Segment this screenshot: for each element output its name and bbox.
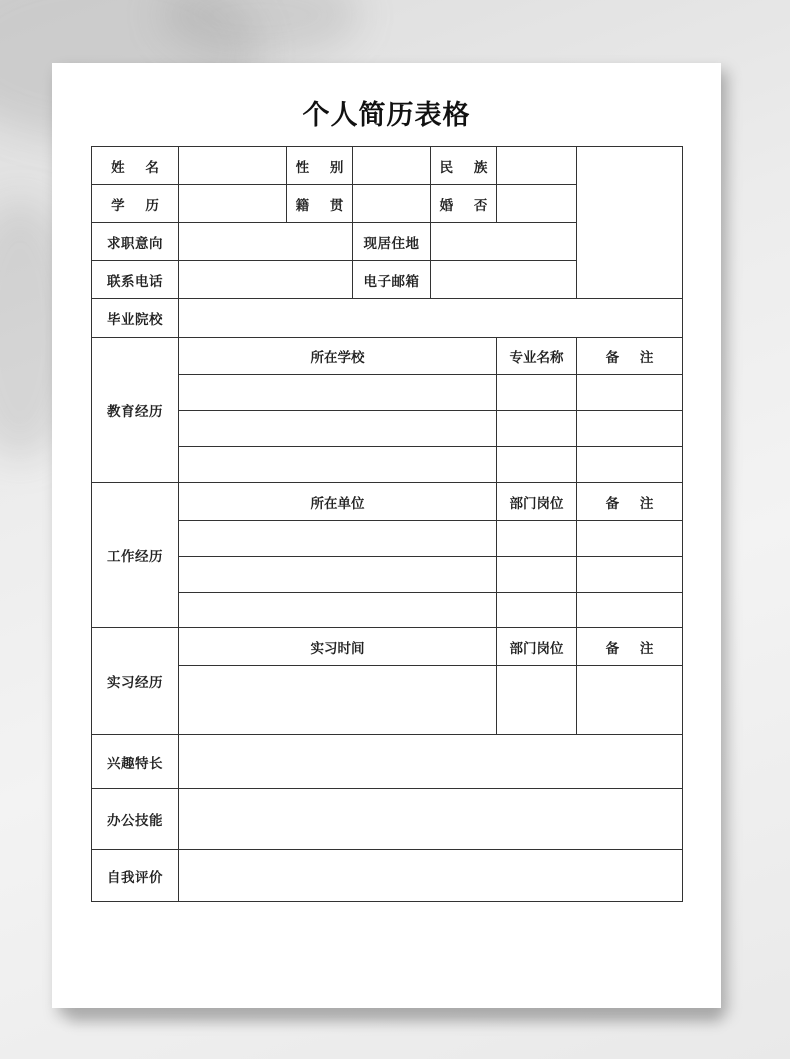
- internship-time-cell[interactable]: [179, 666, 497, 735]
- work-header-position: 部门岗位: [497, 483, 577, 521]
- residence-field[interactable]: [431, 223, 577, 261]
- work-notes-cell[interactable]: [577, 557, 683, 593]
- work-position-cell[interactable]: [497, 593, 577, 628]
- education-level-field[interactable]: [179, 185, 287, 223]
- origin-field[interactable]: [353, 185, 431, 223]
- graduated-school-label: 毕业院校: [92, 299, 179, 338]
- page-title: 个人简历表格: [302, 100, 471, 131]
- education-major-cell[interactable]: [497, 411, 577, 447]
- marital-status-field[interactable]: [497, 185, 577, 223]
- name-label: 姓 名: [92, 147, 179, 185]
- work-position-cell[interactable]: [497, 557, 577, 593]
- internship-notes-cell[interactable]: [577, 666, 683, 735]
- education-level-label: 学 历: [92, 185, 179, 223]
- name-field[interactable]: [179, 147, 287, 185]
- office-skills-field[interactable]: [179, 789, 683, 850]
- ethnicity-field[interactable]: [497, 147, 577, 185]
- photo-box[interactable]: [577, 147, 683, 299]
- gender-field[interactable]: [353, 147, 431, 185]
- work-notes-cell[interactable]: [577, 593, 683, 628]
- internship-header-time: 实习时间: [179, 628, 497, 666]
- education-notes-cell[interactable]: [577, 411, 683, 447]
- internship-header-notes: 备 注: [577, 628, 683, 666]
- marital-status-label: 婚 否: [431, 185, 497, 223]
- education-major-cell[interactable]: [497, 447, 577, 483]
- origin-label: 籍 贯: [287, 185, 353, 223]
- work-notes-cell[interactable]: [577, 521, 683, 557]
- education-header-school: 所在学校: [179, 338, 497, 375]
- education-section-label: 教育经历: [92, 338, 179, 483]
- residence-label: 现居住地: [353, 223, 431, 261]
- self-evaluation-field[interactable]: [179, 850, 683, 902]
- paper-shadow: [70, 1010, 720, 1024]
- education-school-cell[interactable]: [179, 411, 497, 447]
- hobbies-field[interactable]: [179, 735, 683, 789]
- job-intent-field[interactable]: [179, 223, 353, 261]
- work-company-cell[interactable]: [179, 521, 497, 557]
- work-header-notes: 备 注: [577, 483, 683, 521]
- education-notes-cell[interactable]: [577, 447, 683, 483]
- resume-sheet: [52, 63, 721, 1008]
- education-school-cell[interactable]: [179, 375, 497, 411]
- email-label: 电子邮箱: [353, 261, 431, 299]
- work-position-cell[interactable]: [497, 521, 577, 557]
- office-skills-label: 办公技能: [92, 789, 179, 850]
- email-field[interactable]: [431, 261, 577, 299]
- job-intent-label: 求职意向: [92, 223, 179, 261]
- education-notes-cell[interactable]: [577, 375, 683, 411]
- work-section-label: 工作经历: [92, 483, 179, 628]
- phone-label: 联系电话: [92, 261, 179, 299]
- internship-position-cell[interactable]: [497, 666, 577, 735]
- internship-section-label: 实习经历: [92, 628, 179, 735]
- work-company-cell[interactable]: [179, 593, 497, 628]
- education-major-cell[interactable]: [497, 375, 577, 411]
- education-header-major: 专业名称: [497, 338, 577, 375]
- work-company-cell[interactable]: [179, 557, 497, 593]
- graduated-school-field[interactable]: [179, 299, 683, 338]
- hobbies-label: 兴趣特长: [92, 735, 179, 789]
- internship-header-position: 部门岗位: [497, 628, 577, 666]
- education-header-notes: 备 注: [577, 338, 683, 375]
- ethnicity-label: 民 族: [431, 147, 497, 185]
- resume-table: [91, 146, 683, 902]
- self-evaluation-label: 自我评价: [92, 850, 179, 902]
- phone-field[interactable]: [179, 261, 353, 299]
- work-header-company: 所在单位: [179, 483, 497, 521]
- education-school-cell[interactable]: [179, 447, 497, 483]
- gender-label: 性 别: [287, 147, 353, 185]
